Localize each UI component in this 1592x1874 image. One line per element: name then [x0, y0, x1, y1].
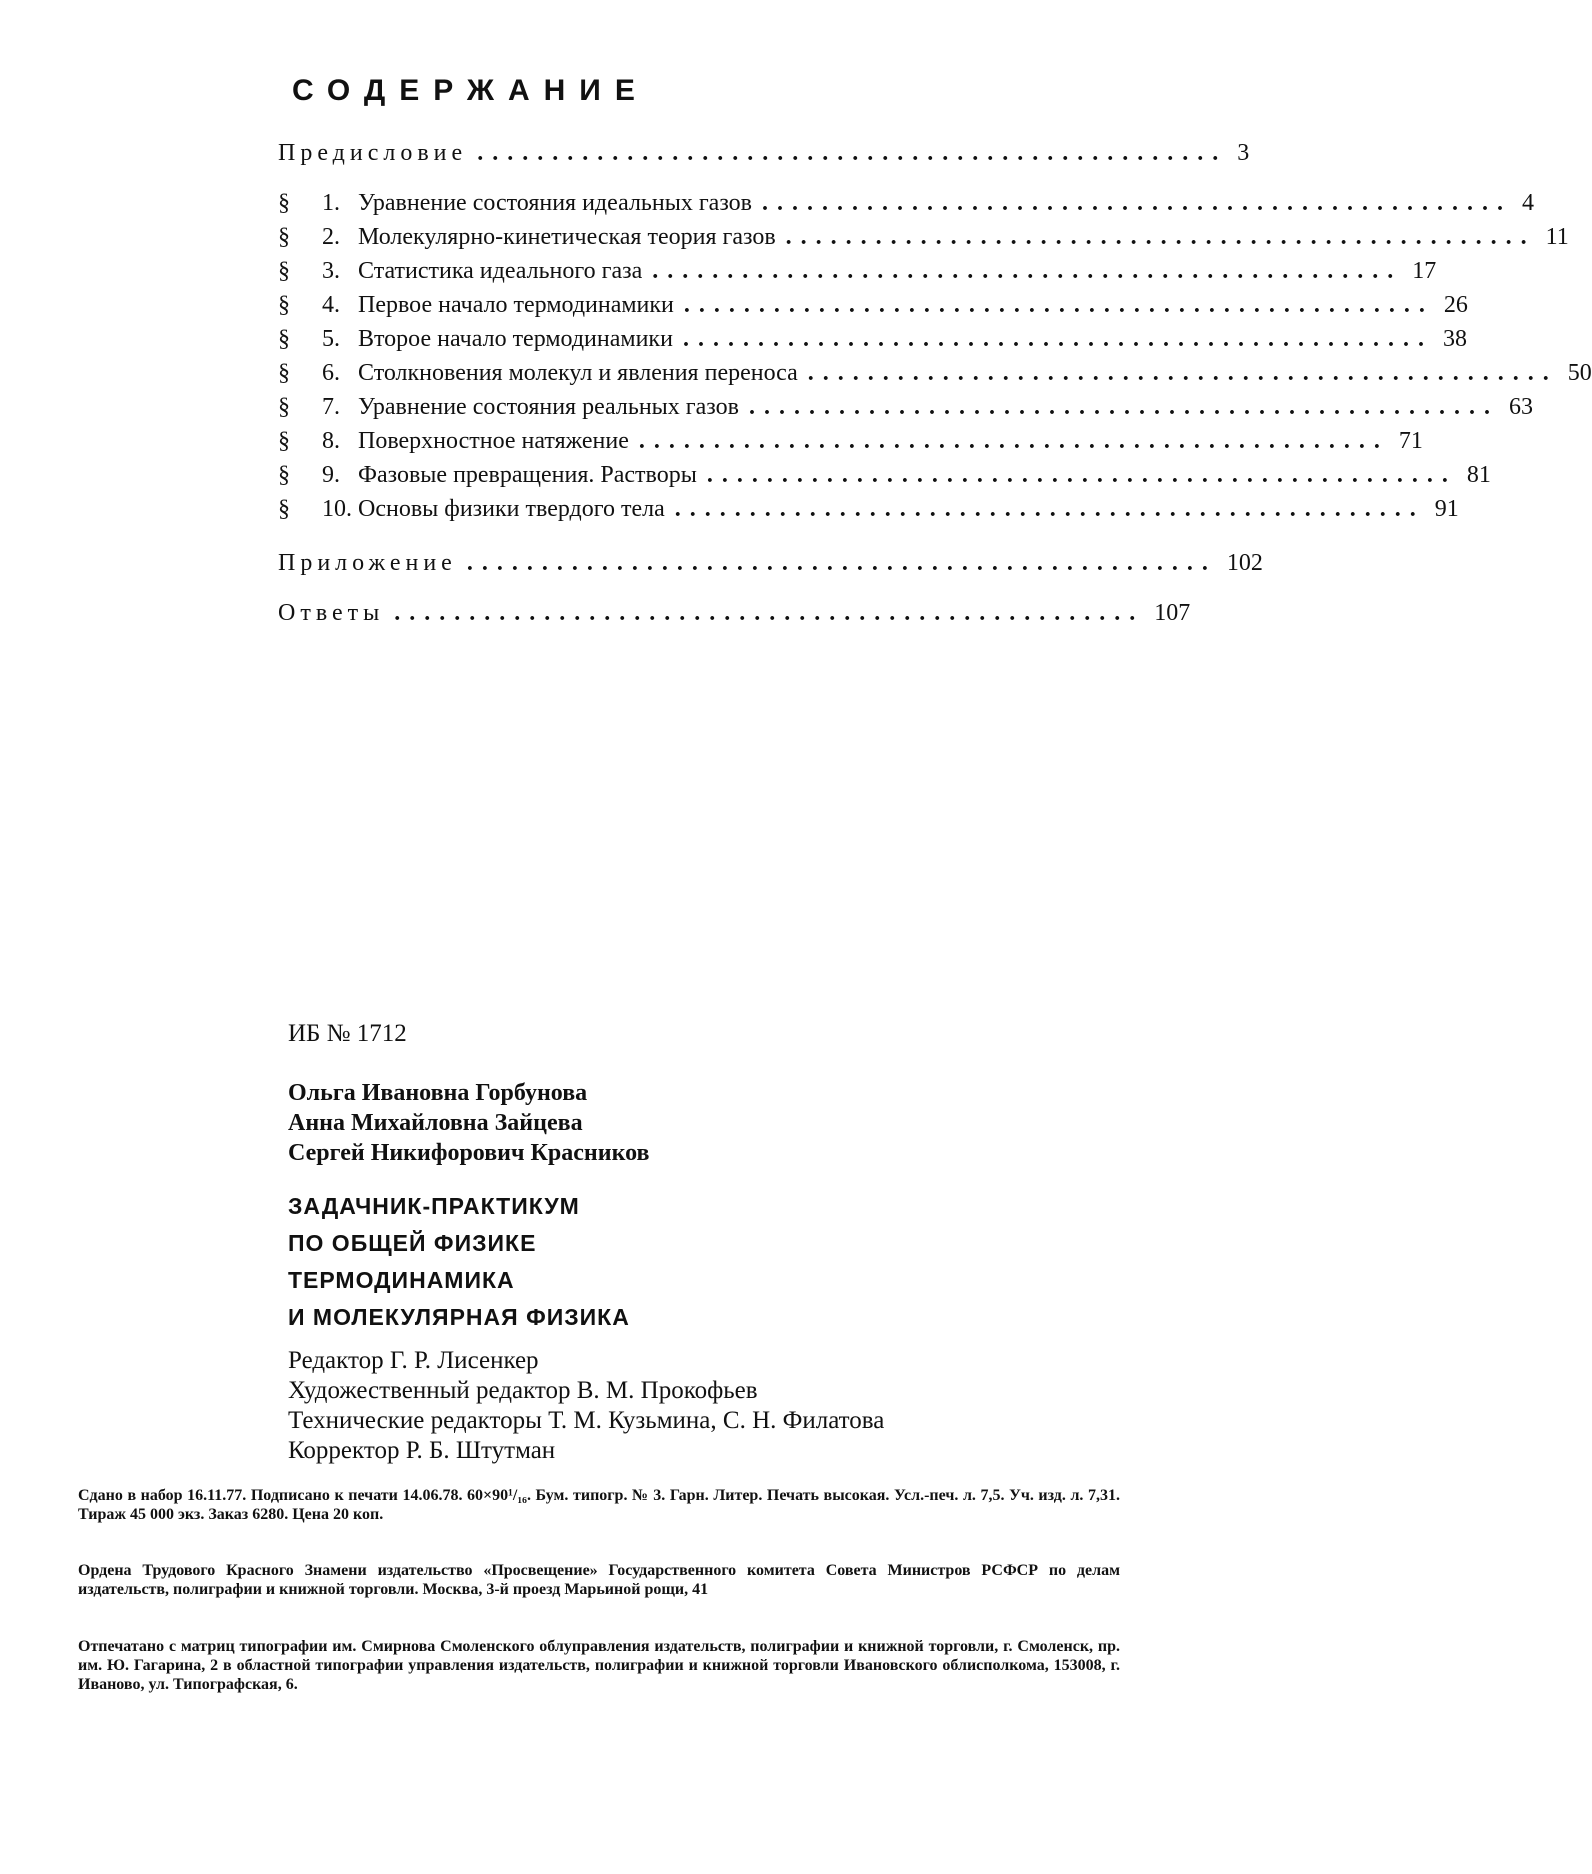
section-sign: §: [278, 394, 290, 420]
toc-entry-title: Статистика идеального газа: [358, 258, 643, 284]
dot-leader: ..................................................: [762, 190, 1513, 216]
toc-entry-title: Столкновения молекул и явления переноса: [358, 360, 798, 386]
editors-block: [288, 1346, 884, 1466]
section-number: 4.: [322, 292, 340, 318]
imprint-printing-house: [78, 1637, 1120, 1694]
toc-entry-title: Молекулярно-кинетическая теория газов: [358, 224, 776, 250]
toc-entry-page: 102: [1226, 550, 1263, 576]
dot-leader: ..................................................: [477, 140, 1228, 166]
dot-leader: ..................................................: [807, 360, 1558, 386]
toc-entry-section-5: [278, 326, 1467, 360]
editor-line: Корректор Р. Б. Штутман: [288, 1437, 556, 1464]
toc-entry-title: Первое начало термодинамики: [358, 292, 674, 318]
toc-entry-page: 4: [1522, 190, 1535, 216]
toc-entry-page: 26: [1443, 292, 1468, 318]
toc-entry-title: Уравнение состояния реальных газов: [358, 394, 739, 420]
dot-leader: ..................................................: [748, 394, 1499, 420]
section-number: 8.: [322, 428, 340, 454]
toc-entry-title: Поверхностное натяжение: [358, 428, 629, 454]
toc-entry-answers: [278, 600, 1191, 634]
toc-entry-section-4: [278, 292, 1468, 326]
editor-line: Художественный редактор В. М. Прокофьев: [288, 1377, 758, 1404]
toc-entry-page: 38: [1442, 326, 1467, 352]
imprint-publisher: [78, 1561, 1120, 1599]
section-sign: §: [278, 258, 290, 284]
dot-leader: ..................................................: [638, 428, 1389, 454]
toc-entry-section-10: [278, 496, 1459, 530]
toc-entry-page: 3: [1237, 140, 1250, 166]
toc-entry-page: 91: [1434, 496, 1459, 522]
section-sign: §: [278, 496, 290, 522]
toc-entry-section-1: [278, 190, 1535, 224]
section-sign: §: [278, 190, 290, 216]
imprint-print-details: [78, 1486, 1120, 1524]
toc-entry-section-8: [278, 428, 1423, 462]
toc-entry-page: 63: [1508, 394, 1533, 420]
dot-leader: ..................................................: [394, 600, 1145, 626]
section-number: 6.: [322, 360, 340, 386]
section-sign: §: [278, 224, 290, 250]
editor-line: Технические редакторы Т. М. Кузьмина, С. Н. Филатова: [288, 1407, 885, 1434]
toc-entry-title: Предисловие: [278, 140, 468, 166]
toc-entry-title: Уравнение состояния идеальных газов: [358, 190, 753, 216]
imprint-paragraph: Сдано в набор 16.11.77. Подписано к печати 14.06.78. 60×90¹/₁₆. Бум. типогр. № 3. Гарн. Литер. Печать высокая. Усл.-печ. л. 7,5. Уч. изд. л. 7,31. Тираж 45 000 экз. Заказ 6280. Цена 20 коп.: [78, 1487, 1120, 1523]
section-sign: §: [278, 326, 290, 352]
toc-title: СОДЕРЖАНИЕ: [292, 74, 649, 107]
ib-number: ИБ № 1712: [288, 1020, 407, 1047]
editor-line: Редактор Г. Р. Лисенкер: [288, 1347, 539, 1374]
toc-entry-section-6: [278, 360, 1592, 394]
section-number: 10.: [322, 496, 352, 522]
dot-leader: ..................................................: [466, 550, 1217, 576]
toc-entry-section-9: [278, 462, 1491, 496]
toc-entry-section-3: [278, 258, 1437, 292]
book-title: [288, 1188, 630, 1336]
toc-entry-title: Приложение: [278, 550, 457, 576]
section-number: 7.: [322, 394, 340, 420]
dot-leader: ..................................................: [652, 258, 1403, 284]
toc-entry-title: Второе начало термодинамики: [358, 326, 673, 352]
book-title-line: И МОЛЕКУЛЯРНАЯ ФИЗИКА: [288, 1304, 630, 1330]
authors-block: [288, 1078, 649, 1168]
toc-entry-title: Ответы: [278, 600, 385, 626]
toc-entry-page: 11: [1545, 224, 1569, 250]
section-sign: §: [278, 360, 290, 386]
book-title-line: ТЕРМОДИНАМИКА: [288, 1267, 515, 1293]
toc-entry-section-2: [278, 224, 1569, 258]
author-name: Анна Михайловна Зайцева: [288, 1110, 583, 1136]
toc-entry-page: 50: [1567, 360, 1592, 386]
toc-entry-page: 71: [1398, 428, 1423, 454]
dot-leader: ..................................................: [674, 496, 1425, 522]
toc-entry-page: 81: [1466, 462, 1491, 488]
section-number: 5.: [322, 326, 340, 352]
section-number: 3.: [322, 258, 340, 284]
toc-entry-appendix: [278, 550, 1263, 584]
section-number: 9.: [322, 462, 340, 488]
book-title-line: ПО ОБЩЕЙ ФИЗИКЕ: [288, 1230, 537, 1256]
dot-leader: ..................................................: [706, 462, 1457, 488]
dot-leader: ..................................................: [683, 292, 1434, 318]
toc-entry-title: Фазовые превращения. Растворы: [358, 462, 697, 488]
section-sign: §: [278, 292, 290, 318]
toc-entry-title: Основы физики твердого тела: [358, 496, 665, 522]
book-title-line: ЗАДАЧНИК-ПРАКТИКУМ: [288, 1193, 580, 1219]
imprint-paragraph: Отпечатано с матриц типографии им. Смирнова Смоленского облуправления издательств, полиграфии и книжной торговли, г. Смоленск, пр. им. Ю. Гагарина, 2 в областной типографии управления издательств, полиграфии и книжной торговли Ивановского облисполкома, 153008, г. Иваново, ул. Типографская, 6.: [78, 1638, 1120, 1693]
imprint-paragraph: Ордена Трудового Красного Знамени издательство «Просвещение» Государственного комитета Совета Министров РСФСР по делам издательств, полиграфии и книжной торговли. Москва, 3-й проезд Марьиной рощи, 41: [78, 1562, 1120, 1598]
dot-leader: ..................................................: [785, 224, 1536, 250]
author-name: Сергей Никифорович Красников: [288, 1140, 650, 1166]
toc-entry-page: 17: [1412, 258, 1437, 284]
toc-entry-page: 107: [1154, 600, 1191, 626]
dot-leader: ..................................................: [682, 326, 1433, 352]
author-name: Ольга Ивановна Горбунова: [288, 1080, 588, 1106]
section-number: 1.: [322, 190, 340, 216]
toc-entry-preface: [278, 140, 1250, 174]
section-sign: §: [278, 428, 290, 454]
section-sign: §: [278, 462, 290, 488]
section-number: 2.: [322, 224, 340, 250]
toc-entry-section-7: [278, 394, 1533, 428]
